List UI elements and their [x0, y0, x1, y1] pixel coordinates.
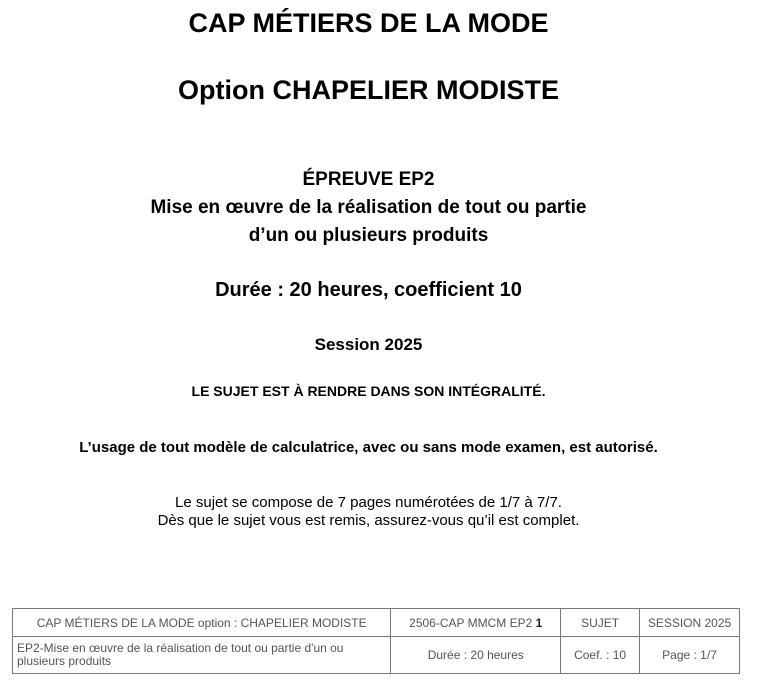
notice-text: LE SUJET EST À RENDRE DANS SON INTÉGRALITÉ. — [191, 383, 546, 399]
epreuve-code: ÉPREUVE EP2 — [302, 169, 435, 190]
footer-code-num: 1 — [535, 615, 543, 630]
duree-text: Durée : 20 heures, coefficient 10 — [215, 279, 522, 301]
composition-line2: Dès que le sujet vous est remis, assurez-vous qu’il est complet. — [157, 512, 580, 529]
session-text: Session 2025 — [314, 335, 423, 354]
footer-type: SUJET — [561, 609, 640, 637]
footer-code-prefix: 2506-CAP MMCM EP2 — [409, 615, 536, 630]
footer-table — [12, 608, 740, 674]
footer-row — [13, 637, 740, 674]
footer-page: Page : 1/7 — [640, 637, 740, 674]
main-title: CAP MÉTIERS DE LA MODE — [188, 8, 549, 38]
footer-coef: Coef. : 10 — [561, 637, 640, 674]
calculatrice-text: L’usage de tout modèle de calculatrice, avec ou sans mode examen, est autorisé. — [79, 439, 658, 456]
footer-epreuve: EP2-Mise en œuvre de la réalisation de tout ou partie d'un ou plusieurs produits — [13, 637, 391, 674]
epreuve-line2: d’un ou plusieurs produits — [248, 225, 489, 246]
option-title: Option CHAPELIER MODISTE — [178, 75, 559, 105]
epreuve-line1: Mise en œuvre de la réalisation de tout ou partie — [150, 197, 587, 218]
composition-line1: Le sujet se compose de 7 pages numérotées de 1/7 à 7/7. — [175, 494, 562, 511]
footer-session: SESSION 2025 — [640, 609, 740, 637]
footer-diploma: CAP MÉTIERS DE LA MODE option : CHAPELIER MODISTE — [13, 609, 391, 637]
epreuve-block — [0, 166, 737, 250]
composition-block — [0, 494, 737, 530]
footer-row — [13, 609, 740, 637]
footer-code — [391, 609, 561, 637]
footer-duree: Durée : 20 heures — [391, 637, 561, 674]
